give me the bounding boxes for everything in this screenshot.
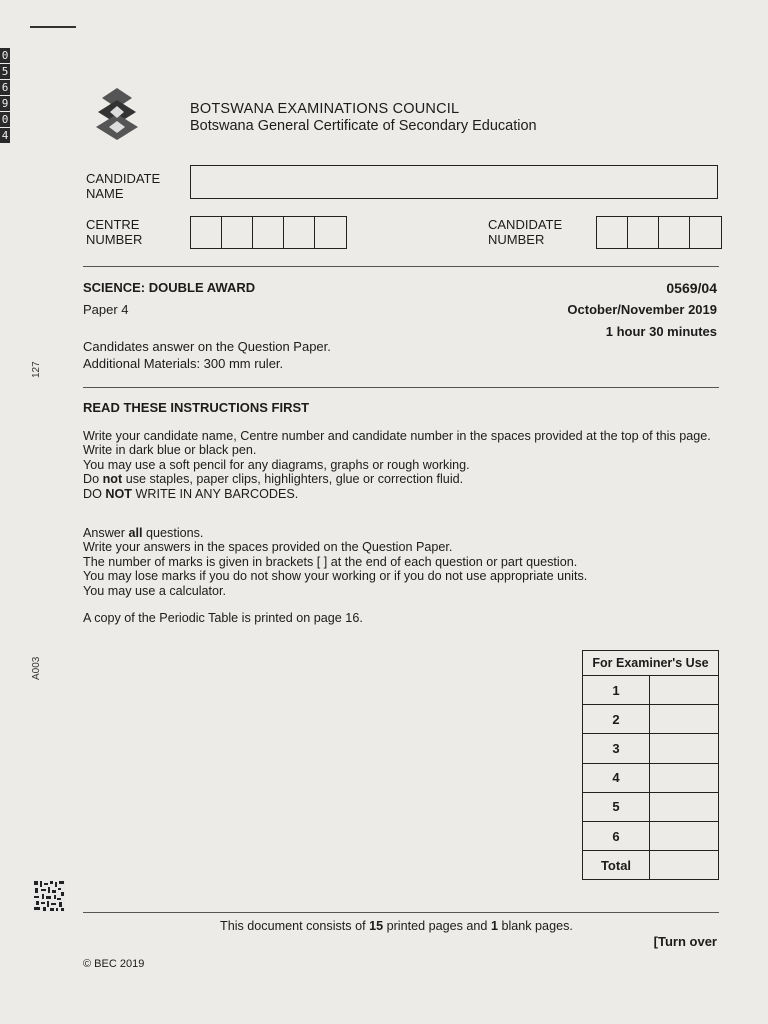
periodic-table-note: A copy of the Periodic Table is printed on page 16. [83, 611, 363, 625]
candidate-number-label: CANDIDATE NUMBER [488, 217, 563, 247]
mark-cell[interactable] [650, 763, 719, 792]
table-row [583, 792, 719, 821]
margin-code-a003: A003 [31, 656, 42, 680]
council-name: BOTSWANA EXAMINATIONS COUNCIL [190, 101, 460, 117]
instruction-line: Write your candidate name, Centre number and candidate number in the spaces provided at the top of this page. [83, 429, 711, 443]
paper-number: Paper 4 [83, 302, 129, 317]
margin-code-strip [0, 48, 10, 144]
instruction-line: The number of marks is given in brackets [ ] at the end of each question or part question. [83, 554, 578, 569]
question-number: 5 [583, 792, 650, 821]
additional-materials: Additional Materials: 300 mm ruler. [83, 356, 284, 371]
mark-cell[interactable] [650, 734, 719, 763]
digit-box[interactable] [222, 217, 253, 248]
margin-digit: 5 [1, 65, 9, 78]
divider [83, 387, 719, 388]
instruction-line: You may use a calculator. [83, 583, 227, 598]
digit-box[interactable] [690, 217, 721, 248]
digit-box[interactable] [597, 217, 628, 248]
question-number: 6 [583, 821, 650, 850]
margin-code-127: 127 [31, 361, 42, 378]
copyright: © BEC 2019 [83, 958, 145, 970]
digit-box[interactable] [659, 217, 690, 248]
page-count-note: This document consists of 15 printed pages and 1 blank pages. [220, 919, 573, 933]
table-row [583, 705, 719, 734]
mark-cell[interactable] [650, 821, 719, 850]
instruction-line: Answer all questions. [83, 526, 204, 540]
instructions-block-2 [83, 526, 723, 598]
digit-box[interactable] [628, 217, 659, 248]
margin-digit: 0 [1, 113, 9, 126]
mark-cell[interactable] [650, 676, 719, 705]
centre-number-label: CENTRE NUMBER [86, 217, 143, 247]
table-row [583, 763, 719, 792]
table-row [583, 851, 719, 880]
bec-logo-icon [92, 86, 142, 146]
examiner-use-table [582, 650, 719, 880]
instruction-line: DO NOT WRITE IN ANY BARCODES. [83, 486, 299, 501]
divider [83, 912, 719, 913]
question-number: 1 [583, 676, 650, 705]
question-number: 3 [583, 734, 650, 763]
digit-box[interactable] [284, 217, 315, 248]
barcode-icon [33, 880, 65, 912]
total-label: Total [583, 851, 650, 880]
instructions-heading: READ THESE INSTRUCTIONS FIRST [83, 400, 310, 415]
instruction-line: Write your answers in the spaces provided on the Question Paper. [83, 540, 453, 555]
mark-cell[interactable] [650, 705, 719, 734]
question-number: 4 [583, 763, 650, 792]
instructions-block-1 [83, 429, 723, 501]
instruction-line: You may use a soft pencil for any diagrams, graphs or rough working. [83, 457, 470, 472]
instruction-line: You may lose marks if you do not show your working or if you do not use appropriate units. [83, 569, 588, 584]
instruction-line: Do not use staples, paper clips, highlighters, glue or correction fluid. [83, 472, 464, 487]
table-row [583, 821, 719, 850]
exam-duration: 1 hour 30 minutes [605, 324, 717, 339]
candidate-number-field[interactable] [596, 216, 722, 249]
divider [83, 266, 719, 267]
table-row [583, 734, 719, 763]
exam-session: October/November 2019 [567, 302, 717, 317]
question-number: 2 [583, 705, 650, 734]
margin-digit: 4 [1, 129, 9, 142]
margin-digit: 6 [1, 81, 9, 94]
examiner-table-heading: For Examiner's Use [583, 651, 719, 676]
candidate-name-label: CANDIDATE NAME [86, 171, 161, 201]
answer-note: Candidates answer on the Question Paper. [83, 339, 331, 354]
instruction-line: Write in dark blue or black pen. [83, 443, 257, 458]
total-cell[interactable] [650, 851, 719, 880]
subject-title: SCIENCE: DOUBLE AWARD [83, 280, 256, 295]
centre-number-field[interactable] [190, 216, 347, 249]
certificate-name: Botswana General Certificate of Secondary Education [190, 118, 537, 134]
digit-box[interactable] [315, 217, 346, 248]
margin-digit: 0 [1, 49, 9, 62]
table-row [583, 676, 719, 705]
paper-code: 0569/04 [666, 280, 717, 296]
digit-box[interactable] [253, 217, 284, 248]
digit-box[interactable] [191, 217, 222, 248]
candidate-name-field[interactable] [190, 165, 718, 199]
turn-over-label: [Turn over [653, 934, 717, 949]
margin-digit: 9 [1, 97, 9, 110]
scan-mark [30, 26, 76, 28]
mark-cell[interactable] [650, 792, 719, 821]
